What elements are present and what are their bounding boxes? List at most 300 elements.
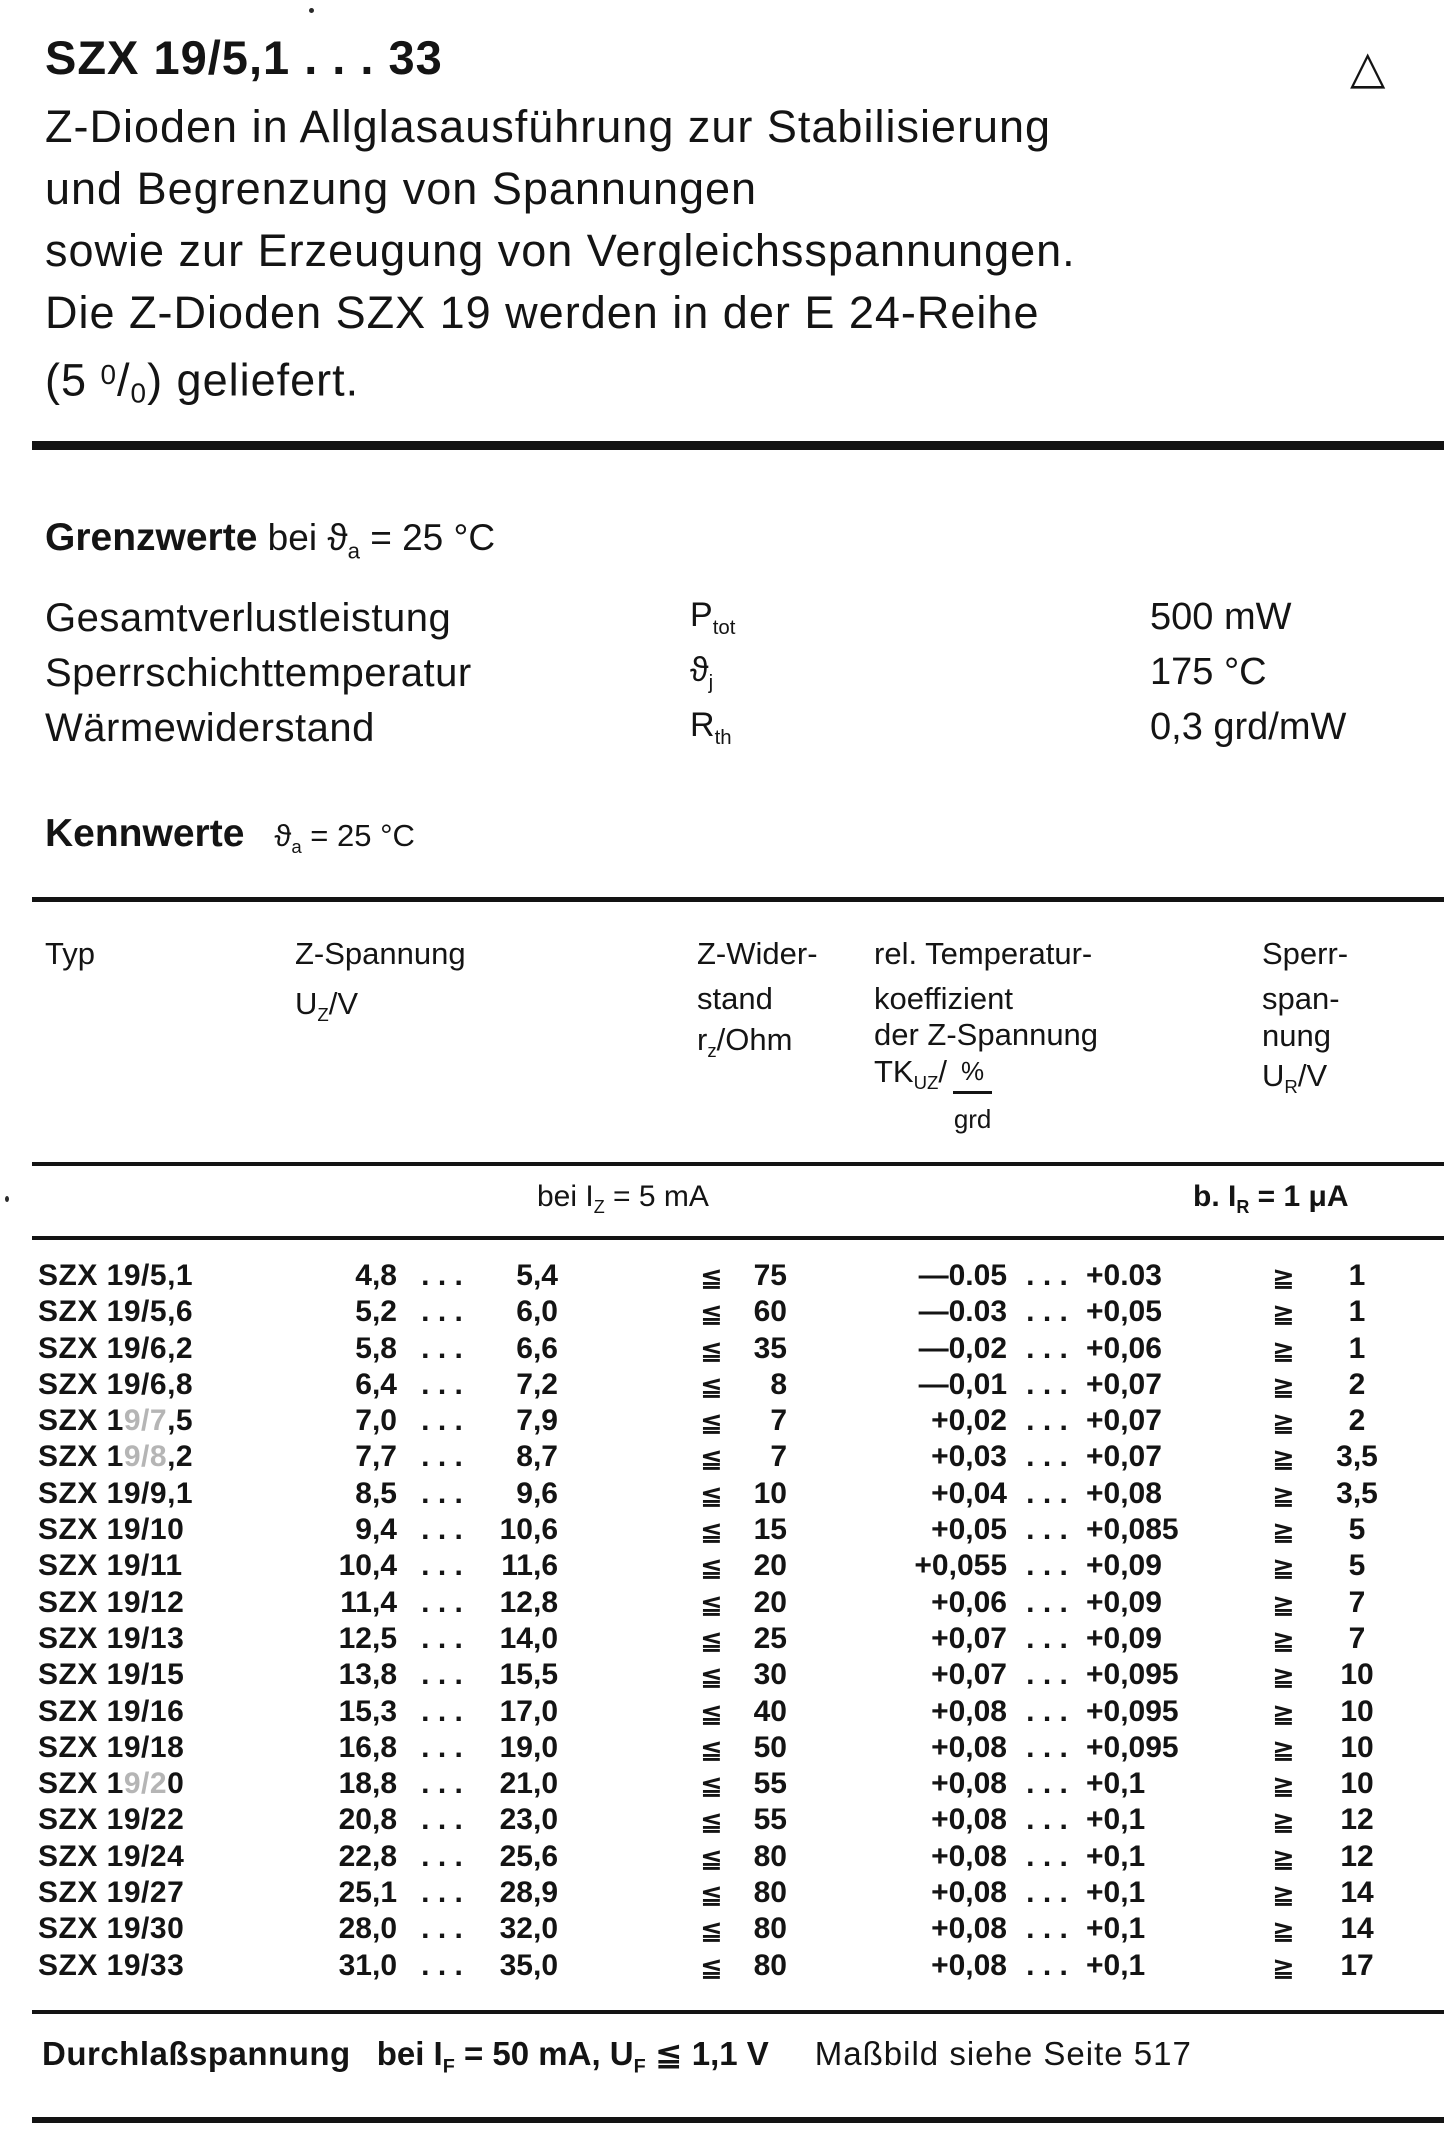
cell-typ: SZX 19/7,5	[38, 1404, 194, 1438]
cell-typ: SZX 19/10	[38, 1513, 185, 1547]
cell-rz: 25	[753, 1621, 787, 1655]
col-header-tk: der Z-Spannung	[874, 1017, 1099, 1052]
cell-ur: 10	[1340, 1658, 1374, 1692]
cell-tk-max: +0,095	[1086, 1730, 1179, 1764]
cell-ur: 12	[1340, 1839, 1374, 1873]
col-header-uz: Z-Spannung	[295, 936, 466, 971]
cell-ur: 14	[1340, 1912, 1374, 1946]
intro-paragraph	[45, 96, 1425, 409]
cell-tk-min: +0,08	[931, 1948, 1007, 1982]
cell-ur: 3,5	[1336, 1476, 1378, 1510]
table-row	[0, 1294, 1453, 1330]
cell-rz: 60	[753, 1295, 787, 1329]
table-row	[0, 1585, 1453, 1621]
cell-tk-max: +0,1	[1086, 1912, 1146, 1946]
cell-uz-min: 10,4	[338, 1549, 397, 1583]
theta-symbol: ϑ	[274, 818, 292, 853]
cell-dots: . . .	[1026, 1295, 1068, 1329]
cell-typ: SZX 19/9,1	[38, 1476, 194, 1510]
cell-typ: SZX 19/6,8	[38, 1367, 194, 1401]
leq-symbol: ≦	[700, 1733, 723, 1764]
scan-artifact-dot	[309, 8, 314, 13]
cell-typ: SZX 19/5,6	[38, 1295, 194, 1329]
cell-dots: . . .	[1026, 1730, 1068, 1764]
percent-sub: 0	[130, 377, 148, 409]
cell-uz-max: 6,0	[516, 1295, 558, 1329]
cell-ur: 14	[1340, 1876, 1374, 1910]
cell-tk-min: +0,08	[931, 1876, 1007, 1910]
cell-rz: 30	[753, 1658, 787, 1692]
divider	[32, 1162, 1444, 1166]
col-header-uz-symbol	[295, 986, 359, 1026]
symbol-base: r	[697, 1022, 708, 1057]
heading-bold: Grenzwerte	[45, 516, 258, 559]
cell-ur: 2	[1348, 1404, 1366, 1438]
cell-rz: 7	[770, 1440, 787, 1474]
leq-symbol: ≦	[700, 1298, 723, 1329]
symbol-base: R	[690, 706, 715, 744]
table-row	[0, 1548, 1453, 1584]
table-row	[0, 1258, 1453, 1294]
cell-ur: 2	[1348, 1367, 1366, 1401]
symbol-post: /V	[1297, 1058, 1328, 1093]
col-header-tk: koeffizient	[874, 981, 1014, 1016]
geq-symbol: ≧	[1272, 1443, 1295, 1474]
cell-typ: SZX 19/18	[38, 1730, 185, 1764]
condition-sub: R	[1236, 1196, 1250, 1217]
cell-rz: 55	[753, 1767, 787, 1801]
symbol-base: ϑ	[690, 651, 709, 689]
cell-dots: . . .	[421, 1658, 463, 1692]
theta-symbol: ϑ	[327, 517, 348, 558]
cell-tk-max: +0,085	[1086, 1513, 1179, 1547]
leq-symbol: ≦	[700, 1879, 723, 1910]
limit-symbol	[690, 596, 736, 639]
cell-tk-max: +0,06	[1086, 1331, 1162, 1365]
symbol-sub: R	[1284, 1076, 1298, 1098]
cell-uz-max: 14,0	[499, 1621, 558, 1655]
cell-ur: 5	[1348, 1549, 1366, 1583]
cell-rz: 55	[753, 1803, 787, 1837]
page-title: SZX 19/5,1 . . . 33	[45, 31, 443, 84]
condition-sub: F	[442, 2055, 455, 2078]
cell-uz-max: 7,2	[516, 1367, 558, 1401]
cell-tk-min: +0,07	[931, 1621, 1007, 1655]
condition-post: = 25 °C	[301, 818, 415, 853]
symbol-post: /V	[328, 986, 359, 1021]
geq-symbol: ≧	[1272, 1697, 1295, 1728]
cell-uz-min: 28,0	[338, 1912, 397, 1946]
condition-sub: Z	[593, 1196, 605, 1217]
cell-dots: . . .	[421, 1621, 463, 1655]
cell-tk-max: +0,1	[1086, 1803, 1146, 1837]
cell-tk-max: +0,08	[1086, 1476, 1162, 1510]
cell-uz-max: 23,0	[499, 1803, 558, 1837]
table-row	[0, 1802, 1453, 1838]
triangle-icon: △	[1350, 41, 1386, 93]
cell-tk-min: +0,02	[931, 1404, 1007, 1438]
divider	[32, 2010, 1444, 2014]
cell-dots: . . .	[1026, 1694, 1068, 1728]
cell-uz-min: 18,8	[338, 1767, 397, 1801]
cell-uz-max: 17,0	[499, 1694, 558, 1728]
cell-tk-max: +0,09	[1086, 1621, 1162, 1655]
cell-dots: . . .	[421, 1730, 463, 1764]
geq-symbol: ≧	[1272, 1770, 1295, 1801]
col-header-ur-symbol	[1262, 1058, 1328, 1098]
percent-pre: (5	[45, 354, 101, 406]
cell-uz-max: 28,9	[499, 1876, 558, 1910]
cell-typ: SZX 19/22	[38, 1803, 185, 1837]
intro-line: Z-Dioden in Allglasausführung zur Stabilisierung	[45, 101, 1052, 152]
col-header-ur: Sperr-	[1262, 936, 1349, 971]
intro-line: und Begrenzung von Spannungen	[45, 163, 758, 214]
table-row	[0, 1875, 1453, 1911]
symbol-sub: j	[708, 671, 714, 694]
cell-uz-min: 7,0	[355, 1404, 397, 1438]
leq-symbol: ≦	[700, 1951, 723, 1982]
cell-rz: 7	[770, 1404, 787, 1438]
geq-symbol: ≧	[1272, 1842, 1295, 1873]
geq-symbol: ≧	[1272, 1806, 1295, 1837]
geq-symbol: ≧	[1272, 1370, 1295, 1401]
limit-row	[0, 706, 1453, 758]
cell-tk-max: +0,095	[1086, 1694, 1179, 1728]
cell-dots: . . .	[421, 1839, 463, 1873]
cell-dots: . . .	[1026, 1658, 1068, 1692]
cell-rz: 80	[753, 1948, 787, 1982]
cell-rz: 10	[753, 1476, 787, 1510]
condition-post: = 5 mA	[604, 1180, 709, 1213]
condition-post: ≦ 1,1 V	[645, 2035, 769, 2072]
cell-tk-max: +0,095	[1086, 1658, 1179, 1692]
cell-ur: 1	[1348, 1331, 1366, 1365]
cell-typ: SZX 19/5,1	[38, 1259, 194, 1292]
col-header-typ: Typ	[45, 936, 95, 971]
percent-per-grd-fraction	[953, 1054, 992, 1135]
cell-typ: SZX 19/30	[38, 1912, 185, 1946]
cell-tk-max: +0,09	[1086, 1585, 1162, 1619]
scan-artifact-dot	[5, 1196, 9, 1202]
limit-symbol	[690, 706, 732, 749]
cell-tk-min: —0.03	[918, 1295, 1007, 1329]
cell-rz: 80	[753, 1839, 787, 1873]
divider	[32, 1236, 1444, 1240]
col-header-ur: span-	[1262, 981, 1340, 1016]
intro-line: Die Z-Dioden SZX 19 werden in der E 24-Reihe	[45, 287, 1040, 338]
cell-tk-max: +0,07	[1086, 1367, 1162, 1401]
symbol-base: U	[1262, 1058, 1285, 1093]
cell-ur: 10	[1340, 1694, 1374, 1728]
geq-symbol: ≧	[1272, 1298, 1295, 1329]
cell-dots: . . .	[421, 1404, 463, 1438]
cell-rz: 80	[753, 1912, 787, 1946]
limit-value: 0,3 grd/mW	[1150, 706, 1347, 748]
table-row	[0, 1730, 1453, 1766]
symbol-sub: UZ	[913, 1072, 939, 1094]
cell-dots: . . .	[1026, 1621, 1068, 1655]
cell-tk-max: +0.03	[1086, 1259, 1162, 1292]
forward-voltage-condition	[376, 2035, 769, 2078]
cell-dots: . . .	[421, 1585, 463, 1619]
limit-row	[0, 651, 1453, 703]
cell-dots: . . .	[421, 1767, 463, 1801]
limit-row	[0, 596, 1453, 648]
geq-symbol: ≧	[1272, 1262, 1295, 1292]
cell-tk-min: +0,08	[931, 1803, 1007, 1837]
cell-typ: SZX 19/13	[38, 1621, 185, 1655]
geq-symbol: ≧	[1272, 1624, 1295, 1655]
faded-print: 9/2	[123, 1767, 168, 1801]
table-row	[0, 1948, 1453, 1984]
leq-symbol: ≦	[700, 1661, 723, 1692]
cell-uz-max: 7,9	[516, 1404, 558, 1438]
table-row	[0, 1439, 1453, 1475]
geq-symbol: ≧	[1272, 1951, 1295, 1982]
cell-uz-max: 32,0	[499, 1912, 558, 1946]
cell-uz-min: 13,8	[338, 1658, 397, 1692]
cell-ur: 1	[1348, 1295, 1366, 1329]
divider	[32, 2117, 1444, 2123]
cell-dots: . . .	[421, 1259, 463, 1292]
cell-tk-max: +0,1	[1086, 1876, 1146, 1910]
cell-dots: . . .	[1026, 1549, 1068, 1583]
cell-rz: 15	[753, 1513, 787, 1547]
leq-symbol: ≦	[700, 1370, 723, 1401]
cell-typ: SZX 19/15	[38, 1658, 185, 1692]
cell-tk-min: +0,08	[931, 1912, 1007, 1946]
cell-uz-max: 15,5	[499, 1658, 558, 1692]
cell-typ: SZX 19/24	[38, 1839, 185, 1873]
condition-pre: bei	[257, 517, 328, 558]
cell-uz-min: 7,7	[355, 1440, 397, 1474]
cell-ur: 10	[1340, 1730, 1374, 1764]
cell-dots: . . .	[1026, 1948, 1068, 1982]
cell-uz-min: 6,4	[355, 1367, 397, 1401]
cell-dots: . . .	[1026, 1876, 1068, 1910]
cell-uz-min: 8,5	[355, 1476, 397, 1510]
cell-dots: . . .	[1026, 1767, 1068, 1801]
leq-symbol: ≦	[700, 1443, 723, 1474]
table-rows	[0, 1258, 1453, 1984]
test-condition-iz	[537, 1180, 709, 1217]
condition-sub: F	[633, 2055, 646, 2078]
cell-ur: 12	[1340, 1803, 1374, 1837]
cell-dots: . . .	[421, 1803, 463, 1837]
cell-tk-min: +0,04	[931, 1476, 1007, 1510]
table-row	[0, 1766, 1453, 1802]
cell-dots: . . .	[421, 1367, 463, 1401]
cell-tk-min: +0,03	[931, 1440, 1007, 1474]
geq-symbol: ≧	[1272, 1479, 1295, 1510]
cell-dots: . . .	[421, 1948, 463, 1982]
limit-label: Sperrschichttemperatur	[45, 651, 472, 695]
table-row	[0, 1331, 1453, 1367]
cell-ur: 7	[1348, 1585, 1366, 1619]
cell-dots: . . .	[1026, 1476, 1068, 1510]
heading-bold: Kennwerte	[45, 812, 245, 855]
kennwerte-heading	[45, 812, 415, 856]
cell-uz-max: 5,4	[516, 1259, 558, 1292]
cell-tk-min: +0,06	[931, 1585, 1007, 1619]
limit-value: 175 °C	[1150, 651, 1267, 693]
cell-tk-min: +0,05	[931, 1513, 1007, 1547]
cell-tk-min: —0,02	[918, 1331, 1007, 1365]
geq-symbol: ≧	[1272, 1733, 1295, 1764]
cell-tk-max: +0,07	[1086, 1440, 1162, 1474]
cell-uz-max: 19,0	[499, 1730, 558, 1764]
geq-symbol: ≧	[1272, 1516, 1295, 1547]
table-row	[0, 1403, 1453, 1439]
leq-symbol: ≦	[700, 1552, 723, 1583]
geq-symbol: ≧	[1272, 1915, 1295, 1946]
cell-dots: . . .	[1026, 1513, 1068, 1547]
cell-rz: 75	[753, 1259, 787, 1292]
heading-condition	[257, 517, 496, 564]
limit-value: 500 mW	[1150, 596, 1292, 638]
cell-uz-min: 15,3	[338, 1694, 397, 1728]
cell-dots: . . .	[1026, 1803, 1068, 1837]
cell-tk-min: —0.05	[918, 1259, 1007, 1292]
cell-uz-min: 5,8	[355, 1331, 397, 1365]
faded-print: 9/7	[123, 1404, 168, 1438]
condition-pre: bei I	[537, 1180, 594, 1213]
cell-dots: . . .	[421, 1694, 463, 1728]
cell-tk-min: +0,07	[931, 1658, 1007, 1692]
cell-dots: . . .	[1026, 1367, 1068, 1401]
leq-symbol: ≦	[700, 1407, 723, 1438]
grenzwerte-heading	[45, 516, 496, 564]
cell-uz-max: 25,6	[499, 1839, 558, 1873]
cell-tk-min: +0,055	[914, 1549, 1007, 1583]
table-row	[0, 1911, 1453, 1947]
cell-uz-min: 4,8	[355, 1259, 397, 1292]
cell-dots: . . .	[1026, 1585, 1068, 1619]
cell-uz-max: 8,7	[516, 1440, 558, 1474]
cell-tk-max: +0,1	[1086, 1767, 1146, 1801]
cell-typ: SZX 19/33	[38, 1948, 185, 1982]
cell-uz-min: 20,8	[338, 1803, 397, 1837]
cell-ur: 3,5	[1336, 1440, 1378, 1474]
cell-ur: 10	[1340, 1767, 1374, 1801]
condition-mid: = 50 mA, U	[454, 2035, 634, 2072]
cell-uz-max: 9,6	[516, 1476, 558, 1510]
cell-uz-min: 12,5	[338, 1621, 397, 1655]
cell-typ: SZX 19/20	[38, 1767, 185, 1801]
cell-typ: SZX 19/16	[38, 1694, 185, 1728]
cell-dots: . . .	[421, 1440, 463, 1474]
cell-typ: SZX 19/12	[38, 1585, 185, 1619]
cell-dots: . . .	[421, 1295, 463, 1329]
cell-uz-max: 35,0	[499, 1948, 558, 1982]
test-condition-ir	[1193, 1180, 1349, 1217]
cell-tk-max: +0,1	[1086, 1839, 1146, 1873]
cell-tk-min: +0,08	[931, 1767, 1007, 1801]
cell-dots: . . .	[421, 1331, 463, 1365]
table-row	[0, 1367, 1453, 1403]
symbol-sub: Z	[317, 1004, 329, 1026]
cell-dots: . . .	[421, 1549, 463, 1583]
leq-symbol: ≦	[700, 1588, 723, 1619]
limit-label: Gesamtverlustleistung	[45, 596, 452, 640]
cell-dots: . . .	[421, 1876, 463, 1910]
percent-slash: /	[117, 354, 131, 406]
cell-dots: . . .	[1026, 1912, 1068, 1946]
geq-symbol: ≧	[1272, 1588, 1295, 1619]
cell-dots: . . .	[1026, 1440, 1068, 1474]
cell-uz-min: 16,8	[338, 1730, 397, 1764]
symbol-base: TK	[874, 1054, 914, 1089]
cell-ur: 7	[1348, 1621, 1366, 1655]
condition-pre: b. I	[1193, 1180, 1237, 1213]
table-row	[0, 1621, 1453, 1657]
cell-ur: 1	[1348, 1259, 1366, 1292]
limit-symbol	[690, 651, 714, 694]
leq-symbol: ≦	[700, 1697, 723, 1728]
col-header-tk: rel. Temperatur-	[874, 936, 1093, 971]
symbol-sub: tot	[712, 616, 736, 639]
geq-symbol: ≧	[1272, 1334, 1295, 1365]
fraction-denominator: grd	[953, 1104, 992, 1134]
symbol-sub: z	[707, 1040, 717, 1062]
geq-symbol: ≧	[1272, 1661, 1295, 1692]
cell-tk-min: —0,01	[918, 1367, 1007, 1401]
dimension-drawing-note: Maßbild siehe Seite 517	[814, 2035, 1192, 2072]
geq-symbol: ≧	[1272, 1552, 1295, 1583]
forward-voltage-label: Durchlaßspannung	[42, 2035, 351, 2072]
cell-dots: . . .	[421, 1513, 463, 1547]
fraction-numerator: %	[953, 1054, 992, 1094]
condition-post: = 25 °C	[359, 517, 496, 558]
symbol-base: U	[295, 986, 318, 1021]
symbol-post: /Ohm	[716, 1022, 793, 1057]
col-header-rz: stand	[697, 981, 773, 1016]
divider	[32, 897, 1444, 902]
cell-dots: . . .	[1026, 1404, 1068, 1438]
cell-dots: . . .	[421, 1912, 463, 1946]
symbol-slash: /	[938, 1054, 948, 1089]
heading-condition	[274, 818, 415, 858]
cell-typ: SZX 19/27	[38, 1876, 185, 1910]
theta-sub: a	[291, 836, 302, 858]
cell-rz: 50	[753, 1730, 787, 1764]
cell-rz: 35	[753, 1331, 787, 1365]
cell-uz-min: 25,1	[338, 1876, 397, 1910]
leq-symbol: ≦	[700, 1624, 723, 1655]
intro-line-percent	[45, 344, 1425, 409]
cell-dots: . . .	[1026, 1259, 1068, 1292]
intro-line: sowie zur Erzeugung von Vergleichsspannungen.	[45, 225, 1076, 276]
cell-tk-max: +0,07	[1086, 1404, 1162, 1438]
cell-tk-min: +0,08	[931, 1694, 1007, 1728]
cell-tk-max: +0,1	[1086, 1948, 1146, 1982]
table-row	[0, 1839, 1453, 1875]
leq-symbol: ≦	[700, 1262, 723, 1292]
cell-uz-max: 21,0	[499, 1767, 558, 1801]
cell-uz-max: 12,8	[499, 1585, 558, 1619]
condition-pre: bei I	[376, 2035, 443, 2072]
table-row	[0, 1694, 1453, 1730]
divider	[32, 441, 1444, 450]
footer-note	[42, 2034, 1192, 2078]
cell-typ: SZX 19/11	[38, 1549, 183, 1583]
table-row	[0, 1512, 1453, 1548]
percent-post: ) geliefert.	[147, 354, 360, 406]
theta-sub: a	[347, 538, 360, 564]
leq-symbol: ≦	[700, 1806, 723, 1837]
cell-uz-min: 9,4	[355, 1513, 397, 1547]
condition-post: = 1 μA	[1249, 1180, 1349, 1213]
